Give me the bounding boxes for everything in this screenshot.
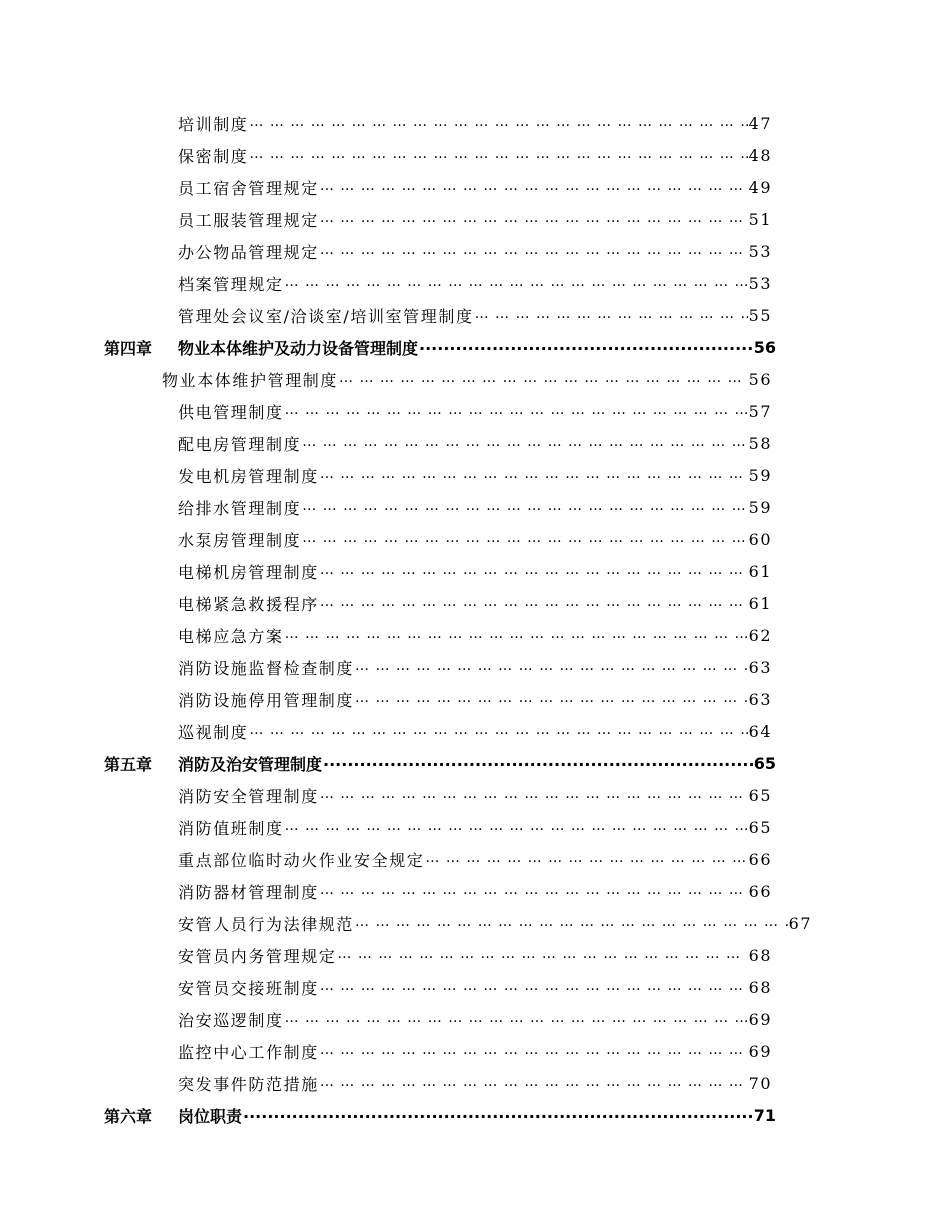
toc-entry-row [0,171,772,203]
dot-leader [302,530,747,546]
toc-page-number: 61 [748,561,772,581]
toc-entry-row [0,427,772,459]
toc-chapter-row [0,747,776,779]
toc-entry-row [0,939,772,971]
toc-entry-row [0,395,772,427]
dot-leader [320,242,748,258]
toc-entry-row [0,779,772,811]
toc-page-number: 63 [748,657,772,677]
toc-page-number: 59 [748,497,772,517]
toc-entry-title: 重点部位临时动火作业安全规定 [178,850,425,870]
toc-entry-title: 水泵房管理制度 [178,530,302,550]
toc-entry-title: 治安巡逻制度 [178,1010,284,1030]
toc-entry-title: 配电房管理制度 [178,434,302,454]
toc-entry-title: 培训制度 [178,114,249,134]
dot-leader [355,658,748,674]
toc-entry-row [0,843,772,875]
toc-entry-title: 消防及治安管理制度 [178,754,323,774]
toc-entry-row [0,107,772,139]
dot-leader [249,114,747,130]
toc-entry-row [0,587,772,619]
toc-page-number: 58 [748,433,772,453]
dot-leader [320,1074,748,1090]
toc-entry-row [0,1067,772,1099]
toc-chapter-row [0,331,776,363]
toc-page-number: 51 [748,209,772,229]
toc-page-number: 69 [748,1041,772,1061]
toc-entry-row [0,971,772,1003]
toc-entry-title: 安管人员行为法律规范 [178,914,355,934]
toc-entry-title: 电梯应急方案 [178,626,284,646]
toc-entry-title: 安管员内务管理规定 [178,946,337,966]
toc-entry-title: 消防器材管理制度 [178,882,319,902]
toc-entry-row [0,1003,772,1035]
toc-entry-title: 档案管理规定 [178,274,284,294]
dot-leader [302,498,747,514]
toc-page-number: 62 [748,625,772,645]
toc-page-number: 66 [748,849,772,869]
toc-entry-title: 消防设施监督检查制度 [178,658,355,678]
dot-leader [320,1042,748,1058]
dot-leader [249,146,747,162]
toc-entry-title: 给排水管理制度 [178,498,302,518]
dot-leader [285,402,748,418]
toc-entry-title: 巡视制度 [178,722,249,742]
toc-entry-row [0,875,772,907]
toc-entry-title: 消防值班制度 [178,818,284,838]
toc-entry-title: 管理处会议室/洽谈室/培训室管理制度 [178,306,474,326]
dot-leader [320,594,748,610]
toc-page-number: 56 [748,369,772,389]
toc-entry-title: 岗位职责 [178,1106,243,1126]
chapter-number: 第五章 [104,754,153,774]
dot-leader [249,722,747,738]
toc-entry-title: 物业本体维护及动力设备管理制度 [178,338,419,358]
toc-entry-title: 电梯紧急救援程序 [178,594,319,614]
toc-page-number: 67 [788,913,812,933]
dot-leader [355,690,748,706]
toc-entry-row [0,363,772,395]
chapter-number: 第四章 [104,338,153,358]
toc-page-number: 65 [748,785,772,805]
toc-entry-row [0,683,772,715]
toc-entry-row [0,715,772,747]
toc-entry-title: 监控中心工作制度 [178,1042,319,1062]
toc-entry-row [0,651,772,683]
toc-page-number: 47 [748,113,772,133]
toc-entry-row [0,235,772,267]
table-of-contents [0,107,950,1131]
toc-entry-row [0,491,772,523]
toc-entry-title: 供电管理制度 [178,402,284,422]
toc-entry-title: 电梯机房管理制度 [178,562,319,582]
dot-leader [355,914,788,930]
toc-page-number: 61 [748,593,772,613]
toc-entry-title: 保密制度 [178,146,249,166]
toc-entry-title: 消防设施停用管理制度 [178,690,355,710]
dot-leader [320,466,748,482]
toc-page-number: 48 [748,145,772,165]
toc-entry-title: 消防安全管理制度 [178,786,319,806]
dot-leader [339,370,748,386]
dot-leader [320,210,748,226]
toc-entry-title: 办公物品管理规定 [178,242,319,262]
toc-page-number: 63 [748,689,772,709]
toc-page-number: 68 [748,977,772,997]
toc-page-number: 70 [748,1073,772,1093]
dot-leader [320,178,748,194]
toc-entry-row [0,299,772,331]
dot-leader [320,978,748,994]
toc-entry-row [0,203,772,235]
dot-leader [320,562,748,578]
toc-page-number: 56 [753,337,776,357]
toc-page-number: 49 [748,177,772,197]
dot-leader [285,274,748,290]
toc-page-number: 57 [748,401,772,421]
toc-entry-row [0,139,772,171]
dot-leader [285,818,748,834]
dot-leader [419,339,753,358]
toc-page-number: 64 [748,721,772,741]
toc-page-number: 53 [748,241,772,261]
toc-entry-row [0,907,812,939]
toc-entry-row [0,555,772,587]
toc-chapter-row [0,1099,776,1131]
toc-entry-row [0,267,772,299]
dot-leader [320,882,748,898]
toc-entry-title: 突发事件防范措施 [178,1074,319,1094]
toc-entry-row [0,811,772,843]
dot-leader [320,786,748,802]
dot-leader [285,1010,748,1026]
toc-page-number: 60 [748,529,772,549]
toc-page-number: 66 [748,881,772,901]
toc-page-number: 53 [748,273,772,293]
toc-entry-row [0,1035,772,1067]
toc-page-number: 65 [748,817,772,837]
dot-leader [285,626,748,642]
chapter-number: 第六章 [104,1106,153,1126]
toc-entry-row [0,523,772,555]
dot-leader [425,850,747,866]
toc-page-number: 59 [748,465,772,485]
toc-entry-title: 员工服装管理规定 [178,210,319,230]
toc-entry-title: 员工宿舍管理规定 [178,178,319,198]
toc-page-number: 65 [753,753,776,773]
dot-leader [302,434,747,450]
toc-entry-title: 物业本体维护管理制度 [162,370,339,390]
toc-entry-row [0,619,772,651]
dot-leader [475,306,748,322]
toc-entry-title: 安管员交接班制度 [178,978,319,998]
toc-page-number: 55 [748,305,772,325]
toc-page-number: 71 [753,1105,776,1125]
dot-leader [243,1107,753,1126]
toc-entry-row [0,459,772,491]
toc-entry-title: 发电机房管理制度 [178,466,319,486]
dot-leader [323,755,753,774]
toc-page-number: 69 [748,1009,772,1029]
toc-page-number: 68 [748,945,772,965]
dot-leader [337,946,747,962]
